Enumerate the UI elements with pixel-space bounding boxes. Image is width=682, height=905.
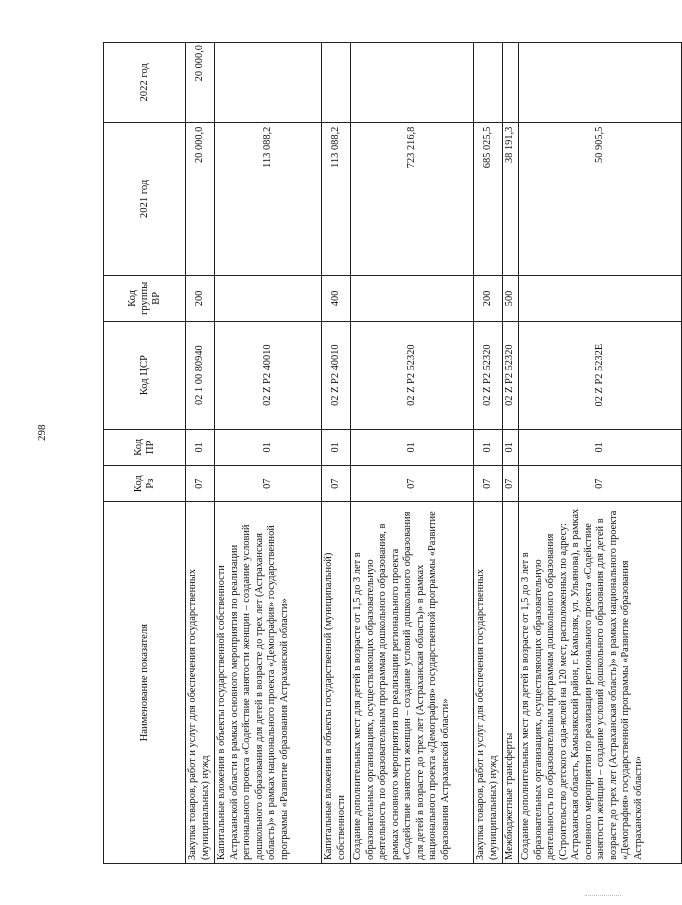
table-row — [322, 43, 351, 864]
row-csr: 02 Z P2 52320 — [351, 321, 474, 429]
row-name: Закупка товаров, работ и услуг для обеспечения государственных (муниципальных) нужд — [186, 502, 215, 864]
header-csr: Код ЦСР — [104, 321, 186, 429]
budget-table — [103, 42, 682, 864]
row-csr: 02 Z P2 40010 — [215, 321, 322, 429]
header-vr: Код группы ВР — [104, 276, 186, 321]
row-name: Создание дополнительных мест для детей в возрасте от 1,5 до 3 лет в образовательных организациях, осуществляющих образовательную деятельность по образовательным программам дошкольного образования, в рамках основного мероприятия по реализации регионального проекта «Содействие занятости женщин – создание условий дошкольного образования для детей в возрасте до трех лет (Астраханская область)» в рамках национального проекта «Демография» государственной программы «Развитие образования Астраханской области» — [351, 502, 474, 864]
table-row — [503, 43, 519, 864]
row-vr — [519, 276, 682, 321]
row-pr: 01 — [322, 429, 351, 465]
row-2021: 685 025,5 — [474, 122, 503, 276]
row-vr — [351, 276, 474, 321]
table-row — [215, 43, 322, 864]
row-pr: 01 — [503, 429, 519, 465]
row-2022 — [503, 43, 519, 123]
header-pr: Код ПР — [104, 429, 186, 465]
row-2022 — [322, 43, 351, 123]
row-csr: 02 Z P2 5232E — [519, 321, 682, 429]
row-vr — [215, 276, 322, 321]
row-csr: 02 1 00 80940 — [186, 321, 215, 429]
row-rz: 07 — [474, 466, 503, 502]
row-pr: 01 — [215, 429, 322, 465]
row-name: Капитальные вложения в объекты государственной собственности Астраханской области в рамках основного мероприятия по реализации регионального проекта «Содействие занятости женщин – создание условий дошкольного образования для детей в возрасте до трех лет (Астраханская область)» в рамках национального проекта «Демография» государственной программы «Развитие образования Астраханской области» — [215, 502, 322, 864]
header-name: Наименование показателя — [104, 502, 186, 864]
row-vr: 200 — [474, 276, 503, 321]
row-2021: 20 000,0 — [186, 122, 215, 276]
row-vr: 200 — [186, 276, 215, 321]
row-rz: 07 — [503, 466, 519, 502]
row-csr: 02 Z P2 52320 — [474, 321, 503, 429]
row-rz: 07 — [186, 466, 215, 502]
row-2022 — [351, 43, 474, 123]
row-pr: 01 — [351, 429, 474, 465]
row-2022 — [519, 43, 682, 123]
row-rz: 07 — [351, 466, 474, 502]
row-rz: 07 — [519, 466, 682, 502]
row-pr: 01 — [474, 429, 503, 465]
row-2021: 50 905,5 — [519, 122, 682, 276]
row-name: Межбюджетные трансферты — [503, 502, 519, 864]
row-2021: 38 191,3 — [503, 122, 519, 276]
budget-table-container — [103, 42, 644, 864]
row-name: Капитальные вложения в объекты государственной (муниципальной) собственности — [322, 502, 351, 864]
row-2021: 113 088,2 — [215, 122, 322, 276]
row-pr: 01 — [186, 429, 215, 465]
row-vr: 400 — [322, 276, 351, 321]
row-csr: 02 Z P2 52320 — [503, 321, 519, 429]
row-pr: 01 — [519, 429, 682, 465]
row-2021: 113 088,2 — [322, 122, 351, 276]
header-2022: 2022 год — [104, 43, 186, 123]
row-name: Закупка товаров, работ и услуг для обеспечения государственных (муниципальных) нужд — [474, 502, 503, 864]
row-rz: 07 — [215, 466, 322, 502]
header-rz: Код Рз — [104, 466, 186, 502]
table-row — [519, 43, 682, 864]
row-name: Создание дополнительных мест для детей в возрасте от 1,5 до 3 лет в образовательных организациях, осуществляющих образовательную деятельность по образовательным программам дошкольного образования (Строительство детского сада-яслей на 120 мест, расположенных по адресу: Астраханская область, Камызякский район, г. Камызяк, ул. Ульянова), в рамках основного мероприятия по реализации регионального проекта «Содействие занятости женщин – создание условий дошкольного образования для детей в возрасте до трех лет (Астраханская область)» в рамках национального проекта «Демография» государственной программы «Развитие образования Астраханской области» — [519, 502, 682, 864]
row-2021: 723 216,8 — [351, 122, 474, 276]
page-number: 298 — [36, 424, 48, 441]
row-2022 — [215, 43, 322, 123]
row-2022 — [474, 43, 503, 123]
table-row — [474, 43, 503, 864]
row-csr: 02 Z P2 40010 — [322, 321, 351, 429]
table-header-row — [104, 43, 186, 864]
row-2022: 20 000,0 — [186, 43, 215, 123]
scan-edge-mark — [585, 895, 621, 899]
header-2021: 2021 год — [104, 122, 186, 276]
table-row — [186, 43, 215, 864]
row-rz: 07 — [322, 466, 351, 502]
row-vr: 500 — [503, 276, 519, 321]
table-row — [351, 43, 474, 864]
